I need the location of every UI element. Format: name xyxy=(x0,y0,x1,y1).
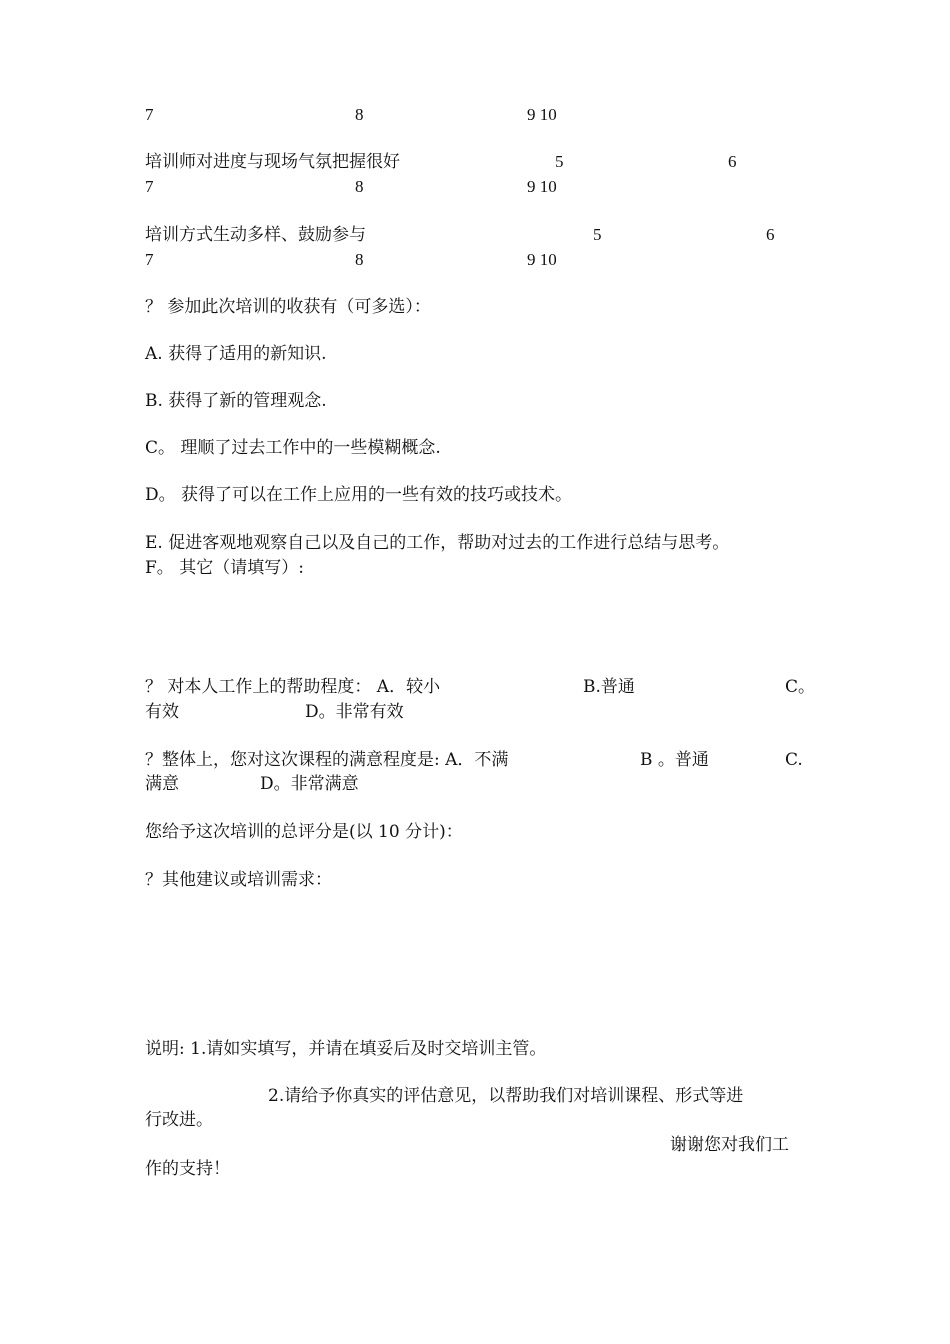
note-line-2-continued: 行改进。 xyxy=(145,1110,213,1130)
row2-score-8: 8 xyxy=(355,250,364,269)
row2-score-5: 5 xyxy=(593,225,602,244)
gains-question: ？ 参加此次培训的收获有（可多选）： xyxy=(145,297,431,317)
gains-option-a: A. 获得了适用的新知识. xyxy=(145,344,327,364)
help-option-c-text: 有效 xyxy=(145,702,179,722)
row0-score-8: 8 xyxy=(355,105,364,124)
satisfaction-option-c: C. xyxy=(785,750,803,770)
row1-score-8: 8 xyxy=(355,177,364,196)
row1-label: 培训师对进度与现场气氛把握很好 xyxy=(145,152,400,172)
row2-score-6: 6 xyxy=(766,225,775,244)
row2-score-7: 7 xyxy=(145,250,154,269)
help-option-d: D。非常有效 xyxy=(305,702,404,722)
gains-option-e: E. 促进客观地观察自己以及自己的工作，帮助对过去的工作进行总结与思考。 xyxy=(145,533,730,553)
row2-label: 培训方式生动多样、鼓励参与 xyxy=(145,225,366,245)
row1-score-5: 5 xyxy=(555,152,564,171)
satisfaction-option-b: B 。普通 xyxy=(640,750,709,770)
row2-score-9-10: 9 10 xyxy=(527,250,557,269)
thanks-line-b: 作的支持！ xyxy=(145,1159,230,1179)
help-option-c: C。 xyxy=(785,677,816,697)
note-line-1: 说明: 1.请如实填写，并请在填妥后及时交培训主管。 xyxy=(145,1039,547,1059)
satisfaction-question: ？整体上，您对这次课程的满意程度是: A．不满 xyxy=(145,750,509,770)
row1-score-6: 6 xyxy=(728,152,737,171)
satisfaction-option-c-text: 满意 xyxy=(145,774,179,794)
note-line-2: 2.请给予你真实的评估意见，以帮助我们对培训课程、形式等进 xyxy=(268,1086,744,1106)
satisfaction-option-d: D。非常满意 xyxy=(260,774,359,794)
gains-option-d: D。 获得了可以在工作上应用的一些有效的技巧或技术。 xyxy=(145,485,573,505)
suggestion-line: ？其他建议或培训需求： xyxy=(145,870,332,890)
row0-score-9-10: 9 10 xyxy=(527,105,557,124)
help-question: ？ 对本人工作上的帮助程度： A．较小 xyxy=(145,677,441,697)
row1-score-7: 7 xyxy=(145,177,154,196)
thanks-line-a: 谢谢您对我们工 xyxy=(670,1135,789,1155)
row0-score-7: 7 xyxy=(145,105,154,124)
total-score-line: 您给予这次培训的总评分是(以 10 分计)： xyxy=(145,822,463,842)
help-option-b: B.普通 xyxy=(583,677,635,697)
gains-option-f: F。 其它（请填写）: xyxy=(145,558,304,578)
gains-option-c: C。 理顺了过去工作中的一些模糊概念. xyxy=(145,438,441,458)
row1-score-9-10: 9 10 xyxy=(527,177,557,196)
gains-option-b: B. 获得了新的管理观念. xyxy=(145,391,327,411)
